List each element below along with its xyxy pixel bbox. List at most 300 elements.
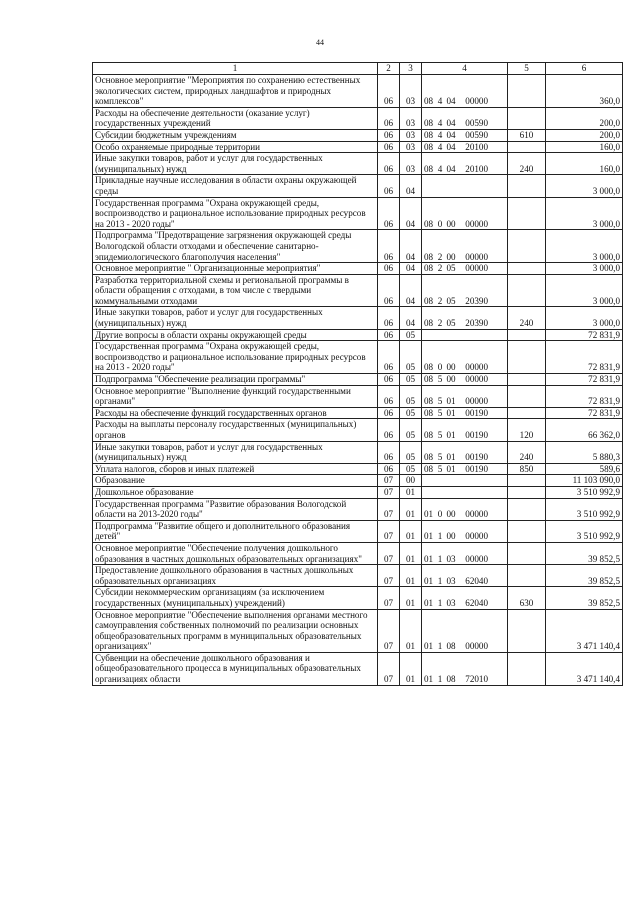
target-article-part: 5 xyxy=(437,407,443,418)
row-target-article xyxy=(422,307,508,329)
target-article-part: 20100 xyxy=(465,163,488,174)
row-expense-type: 240 xyxy=(508,441,546,463)
target-article-part: 5 xyxy=(437,396,443,407)
row-amount: 3 510 992,9 xyxy=(546,486,623,498)
row-amount: 72 831,9 xyxy=(546,407,623,419)
row-name: Основное мероприятие "Мероприятия по сохранению естественных экологических систем, природных ландшафтов и природных комплексов" xyxy=(93,75,378,108)
row-subsection-code: 04 xyxy=(400,197,422,230)
row-section-code: 07 xyxy=(378,652,400,685)
row-expense-type xyxy=(508,263,546,275)
row-expense-type xyxy=(508,75,546,108)
target-article-part: 08 xyxy=(424,251,434,262)
row-expense-type xyxy=(508,475,546,487)
target-article-part: 08 xyxy=(446,674,456,685)
target-article-part: 00000 xyxy=(465,641,488,652)
column-header: 1 xyxy=(93,63,378,75)
target-article-part: 00000 xyxy=(465,362,488,373)
row-expense-type xyxy=(508,542,546,564)
row-expense-type: 240 xyxy=(508,307,546,329)
row-expense-type xyxy=(508,486,546,498)
row-amount: 200,0 xyxy=(546,107,623,129)
target-article-part: 04 xyxy=(446,118,456,129)
row-amount: 3 000,0 xyxy=(546,230,623,263)
row-target-article xyxy=(422,329,508,341)
target-article-part: 08 xyxy=(424,141,434,152)
target-article-part: 2 xyxy=(437,295,443,306)
row-target-article xyxy=(422,374,508,386)
row-expense-type xyxy=(508,385,546,407)
target-article-part: 5 xyxy=(437,452,443,463)
table-row xyxy=(93,263,623,275)
table-row xyxy=(93,475,623,487)
table-row xyxy=(93,197,623,230)
target-article-part: 00590 xyxy=(465,118,488,129)
row-amount: 3 000,0 xyxy=(546,307,623,329)
row-subsection-code: 05 xyxy=(400,441,422,463)
row-target-article xyxy=(422,141,508,153)
row-subsection-code: 03 xyxy=(400,141,422,153)
target-article-part: 00000 xyxy=(465,218,488,229)
target-article-part: 5 xyxy=(437,463,443,474)
row-name: Основное мероприятие "Выполнение функций государственными органами" xyxy=(93,385,378,407)
row-subsection-code: 05 xyxy=(400,407,422,419)
row-amount: 11 103 090,0 xyxy=(546,475,623,487)
column-header: 5 xyxy=(508,63,546,75)
target-article-part: 2 xyxy=(437,318,443,329)
target-article-part: 1 xyxy=(437,531,443,542)
row-expense-type xyxy=(508,520,546,542)
row-name: Другие вопросы в области охраны окружающей среды xyxy=(93,329,378,341)
row-name: Расходы на выплаты персоналу государственных (муниципальных) органов xyxy=(93,419,378,441)
row-section-code: 07 xyxy=(378,475,400,487)
row-target-article xyxy=(422,498,508,520)
target-article-part: 00 xyxy=(446,218,456,229)
row-expense-type xyxy=(508,197,546,230)
table-row xyxy=(93,153,623,175)
row-section-code: 06 xyxy=(378,374,400,386)
row-expense-type xyxy=(508,329,546,341)
target-article-part: 08 xyxy=(424,374,434,385)
row-section-code: 06 xyxy=(378,197,400,230)
target-article-part: 08 xyxy=(424,163,434,174)
row-name: Государственная программа "Охрана окружающей среды, воспроизводство и рациональное использование природных ресурсов на 2013 - 2020 годы" xyxy=(93,197,378,230)
column-header: 3 xyxy=(400,63,422,75)
row-subsection-code: 03 xyxy=(400,75,422,108)
table-row xyxy=(93,141,623,153)
row-name: Субсидии бюджетным учреждениям xyxy=(93,129,378,141)
page-number: 44 xyxy=(316,38,324,47)
row-subsection-code: 05 xyxy=(400,463,422,475)
table-row xyxy=(93,609,623,652)
column-header: 4 xyxy=(422,63,508,75)
row-section-code: 06 xyxy=(378,75,400,108)
target-article-part: 08 xyxy=(424,318,434,329)
target-article-part: 05 xyxy=(446,295,456,306)
target-article-part: 4 xyxy=(437,129,443,140)
target-article-part: 01 xyxy=(446,452,456,463)
row-subsection-code: 03 xyxy=(400,107,422,129)
row-section-code: 07 xyxy=(378,609,400,652)
target-article-part: 08 xyxy=(424,295,434,306)
row-amount: 3 000,0 xyxy=(546,197,623,230)
row-section-code: 06 xyxy=(378,307,400,329)
row-expense-type: 850 xyxy=(508,463,546,475)
row-amount: 3 510 992,9 xyxy=(546,520,623,542)
row-amount: 200,0 xyxy=(546,129,623,141)
row-amount: 589,6 xyxy=(546,463,623,475)
row-amount: 39 852,5 xyxy=(546,587,623,609)
row-section-code: 06 xyxy=(378,129,400,141)
row-subsection-code: 00 xyxy=(400,475,422,487)
row-target-article xyxy=(422,385,508,407)
row-subsection-code: 01 xyxy=(400,587,422,609)
row-section-code: 06 xyxy=(378,141,400,153)
target-article-part: 08 xyxy=(424,362,434,373)
target-article-part: 2 xyxy=(437,263,443,274)
row-amount: 39 852,5 xyxy=(546,565,623,587)
row-target-article xyxy=(422,486,508,498)
table-row xyxy=(93,385,623,407)
row-section-code: 06 xyxy=(378,263,400,275)
target-article-part: 00000 xyxy=(465,251,488,262)
target-article-part: 2 xyxy=(437,251,443,262)
target-article-part: 00190 xyxy=(465,407,488,418)
row-subsection-code: 04 xyxy=(400,263,422,275)
row-amount: 3 000,0 xyxy=(546,175,623,197)
target-article-part: 1 xyxy=(437,553,443,564)
column-header: 6 xyxy=(546,63,623,75)
table-row xyxy=(93,75,623,108)
table-row xyxy=(93,441,623,463)
target-article-part: 4 xyxy=(437,118,443,129)
target-article-part: 04 xyxy=(446,163,456,174)
table-row xyxy=(93,565,623,587)
target-article-part: 01 xyxy=(446,407,456,418)
table-row xyxy=(93,307,623,329)
target-article-part: 20390 xyxy=(465,295,488,306)
row-target-article xyxy=(422,520,508,542)
row-subsection-code: 05 xyxy=(400,341,422,374)
target-article-part: 08 xyxy=(446,641,456,652)
target-article-part: 00000 xyxy=(465,396,488,407)
row-expense-type xyxy=(508,652,546,685)
row-section-code: 06 xyxy=(378,230,400,263)
row-subsection-code: 04 xyxy=(400,230,422,263)
table-row xyxy=(93,107,623,129)
target-article-part: 00000 xyxy=(465,553,488,564)
row-expense-type xyxy=(508,141,546,153)
row-expense-type xyxy=(508,274,546,307)
row-target-article xyxy=(422,475,508,487)
budget-table xyxy=(92,62,623,686)
row-subsection-code: 01 xyxy=(400,520,422,542)
target-article-part: 0 xyxy=(437,362,443,373)
target-article-part: 00 xyxy=(446,374,456,385)
table-row xyxy=(93,463,623,475)
row-target-article xyxy=(422,230,508,263)
row-name: Предоставление дошкольного образования в частных дошкольных образовательных организациях xyxy=(93,565,378,587)
row-section-code: 07 xyxy=(378,565,400,587)
target-article-part: 01 xyxy=(424,575,434,586)
row-name: Субвенции на обеспечение дошкольного образования и общеобразовательного процесса в муниципальных образовательных организациях области xyxy=(93,652,378,685)
row-target-article xyxy=(422,542,508,564)
row-subsection-code: 01 xyxy=(400,565,422,587)
row-expense-type: 240 xyxy=(508,153,546,175)
table-row xyxy=(93,329,623,341)
row-name: Основное мероприятие "Обеспечение получения дошкольного образования в частных дошкольных образовательных организациях" xyxy=(93,542,378,564)
target-article-part: 05 xyxy=(446,318,456,329)
row-subsection-code: 05 xyxy=(400,385,422,407)
row-target-article xyxy=(422,263,508,275)
row-expense-type: 630 xyxy=(508,587,546,609)
target-article-part: 4 xyxy=(437,96,443,107)
row-expense-type xyxy=(508,609,546,652)
target-article-part: 08 xyxy=(424,118,434,129)
row-name: Государственная программа "Развитие образования Вологодской области на 2013-2020 годы" xyxy=(93,498,378,520)
row-amount: 72 831,9 xyxy=(546,329,623,341)
row-section-code: 07 xyxy=(378,498,400,520)
row-expense-type xyxy=(508,407,546,419)
target-article-part: 00 xyxy=(446,251,456,262)
row-amount: 360,0 xyxy=(546,75,623,108)
row-subsection-code: 03 xyxy=(400,153,422,175)
table-row xyxy=(93,520,623,542)
table-row xyxy=(93,587,623,609)
row-subsection-code: 04 xyxy=(400,175,422,197)
row-section-code: 06 xyxy=(378,441,400,463)
row-section-code: 06 xyxy=(378,274,400,307)
row-target-article xyxy=(422,274,508,307)
target-article-part: 4 xyxy=(437,163,443,174)
row-name: Основное мероприятие "Обеспечение выполнения органами местного самоуправления собственных полномочий по реализации основных общеобразовательных программ в муниципальных образовательных организациях" xyxy=(93,609,378,652)
row-subsection-code: 01 xyxy=(400,652,422,685)
target-article-part: 62040 xyxy=(465,575,488,586)
row-name: Расходы на обеспечение деятельности (оказание услуг) государственных учреждений xyxy=(93,107,378,129)
target-article-part: 04 xyxy=(446,129,456,140)
target-article-part: 00000 xyxy=(465,96,488,107)
table-row xyxy=(93,542,623,564)
row-name: Особо охраняемые природные территории xyxy=(93,141,378,153)
row-section-code: 07 xyxy=(378,587,400,609)
row-target-article xyxy=(422,652,508,685)
row-section-code: 06 xyxy=(378,329,400,341)
table-row xyxy=(93,486,623,498)
row-section-code: 06 xyxy=(378,341,400,374)
target-article-part: 08 xyxy=(424,407,434,418)
target-article-part: 62040 xyxy=(465,597,488,608)
row-target-article xyxy=(422,153,508,175)
row-name: Подпрограмма "Обеспечение реализации программы" xyxy=(93,374,378,386)
row-target-article xyxy=(422,463,508,475)
table-row xyxy=(93,129,623,141)
row-target-article xyxy=(422,75,508,108)
target-article-part: 08 xyxy=(424,463,434,474)
target-article-part: 04 xyxy=(446,141,456,152)
target-article-part: 1 xyxy=(437,674,443,685)
row-expense-type xyxy=(508,374,546,386)
row-name: Государственная программа "Охрана окружающей среды, воспроизводство и рациональное использование природных ресурсов на 2013 - 2020 годы" xyxy=(93,341,378,374)
target-article-part: 03 xyxy=(446,553,456,564)
row-target-article xyxy=(422,129,508,141)
target-article-part: 00000 xyxy=(465,263,488,274)
target-article-part: 00190 xyxy=(465,430,488,440)
row-subsection-code: 03 xyxy=(400,129,422,141)
target-article-part: 01 xyxy=(424,597,434,608)
target-article-part: 00000 xyxy=(465,509,488,520)
table-row xyxy=(93,274,623,307)
target-article-part: 00 xyxy=(446,509,456,520)
row-section-code: 06 xyxy=(378,385,400,407)
target-article-part: 00 xyxy=(446,531,456,542)
row-target-article xyxy=(422,587,508,609)
row-section-code: 06 xyxy=(378,407,400,419)
table-row xyxy=(93,419,623,441)
target-article-part: 00190 xyxy=(465,452,488,463)
row-subsection-code: 05 xyxy=(400,419,422,441)
row-name: Дошкольное образование xyxy=(93,486,378,498)
target-article-part: 08 xyxy=(424,129,434,140)
column-header: 2 xyxy=(378,63,400,75)
row-name: Разработка территориальной схемы и регионaльной программы в области обращения с отходами, в том числе с твердыми коммунальными отходами xyxy=(93,274,378,307)
row-amount: 72 831,9 xyxy=(546,385,623,407)
row-name: Подпрограмма "Развитие общего и дополнительного образования детей" xyxy=(93,520,378,542)
row-subsection-code: 05 xyxy=(400,374,422,386)
row-amount: 3 000,0 xyxy=(546,274,623,307)
row-amount: 3 471 140,4 xyxy=(546,652,623,685)
row-name: Иные закупки товаров, работ и услуг для государственных (муниципальных) нужд xyxy=(93,441,378,463)
row-target-article xyxy=(422,107,508,129)
row-name: Подпрограмма "Предотвращение загрязнения окружающей среды Вологодской области отходами и обеспечение санитарно-эпидемиологического благополучия населения" xyxy=(93,230,378,263)
table-row xyxy=(93,374,623,386)
table-row xyxy=(93,230,623,263)
row-expense-type: 120 xyxy=(508,419,546,441)
row-expense-type: 610 xyxy=(508,129,546,141)
target-article-part: 0 xyxy=(437,509,443,520)
row-subsection-code: 05 xyxy=(400,329,422,341)
row-amount: 66 362,0 xyxy=(546,419,623,441)
row-target-article xyxy=(422,341,508,374)
target-article-part: 00 xyxy=(446,362,456,373)
row-amount: 39 852,5 xyxy=(546,542,623,564)
row-section-code: 07 xyxy=(378,542,400,564)
row-amount: 3 000,0 xyxy=(546,263,623,275)
row-target-article xyxy=(422,175,508,197)
target-article-part: 05 xyxy=(446,263,456,274)
target-article-part: 0 xyxy=(437,218,443,229)
target-article-part: 01 xyxy=(446,430,456,440)
row-target-article xyxy=(422,197,508,230)
target-article-part: 08 xyxy=(424,430,434,440)
row-target-article xyxy=(422,441,508,463)
row-expense-type xyxy=(508,498,546,520)
target-article-part: 20100 xyxy=(465,141,488,152)
row-amount: 3 471 140,4 xyxy=(546,609,623,652)
row-subsection-code: 01 xyxy=(400,609,422,652)
target-article-part: 01 xyxy=(424,641,434,652)
row-expense-type xyxy=(508,565,546,587)
row-expense-type xyxy=(508,230,546,263)
row-amount: 72 831,9 xyxy=(546,341,623,374)
table-row xyxy=(93,652,623,685)
target-article-part: 08 xyxy=(424,263,434,274)
target-article-part: 72010 xyxy=(465,674,488,685)
row-section-code: 07 xyxy=(378,520,400,542)
target-article-part: 20390 xyxy=(465,318,488,329)
row-name: Субсидии некоммерческим организациям (за исключением государственных (муниципальных) учреждений) xyxy=(93,587,378,609)
row-name: Основное мероприятие " Организационные мероприятия" xyxy=(93,263,378,275)
target-article-part: 00590 xyxy=(465,129,488,140)
row-name: Прикладные научные исследования в области охраны окружающей среды xyxy=(93,175,378,197)
target-article-part: 00190 xyxy=(465,463,488,474)
row-section-code: 06 xyxy=(378,419,400,441)
table-row xyxy=(93,407,623,419)
target-article-part: 01 xyxy=(424,531,434,542)
target-article-part: 5 xyxy=(437,374,443,385)
row-target-article xyxy=(422,407,508,419)
row-subsection-code: 04 xyxy=(400,307,422,329)
row-expense-type xyxy=(508,107,546,129)
row-amount: 160,0 xyxy=(546,141,623,153)
row-amount: 160,0 xyxy=(546,153,623,175)
target-article-part: 00000 xyxy=(465,531,488,542)
target-article-part: 08 xyxy=(424,218,434,229)
row-amount: 72 831,9 xyxy=(546,374,623,386)
target-article-part: 03 xyxy=(446,575,456,586)
row-subsection-code: 01 xyxy=(400,542,422,564)
target-article-part: 5 xyxy=(437,430,443,440)
target-article-part: 1 xyxy=(437,597,443,608)
target-article-part: 04 xyxy=(446,96,456,107)
target-article-part: 01 xyxy=(424,509,434,520)
row-name: Уплата налогов, сборов и иных платежей xyxy=(93,463,378,475)
target-article-part: 08 xyxy=(424,452,434,463)
target-article-part: 4 xyxy=(437,141,443,152)
target-article-part: 08 xyxy=(424,396,434,407)
target-article-part: 01 xyxy=(424,674,434,685)
table-row xyxy=(93,175,623,197)
row-amount: 5 880,3 xyxy=(546,441,623,463)
row-expense-type xyxy=(508,341,546,374)
target-article-part: 08 xyxy=(424,96,434,107)
table-row xyxy=(93,498,623,520)
table-row xyxy=(93,341,623,374)
row-target-article xyxy=(422,565,508,587)
row-section-code: 06 xyxy=(378,107,400,129)
table-header-row xyxy=(93,63,623,75)
row-name: Расходы на обеспечение функций государственных органов xyxy=(93,407,378,419)
row-section-code: 07 xyxy=(378,486,400,498)
row-target-article xyxy=(422,419,508,441)
target-article-part: 01 xyxy=(446,463,456,474)
row-name: Иные закупки товаров, работ и услуг для государственных (муниципальных) нужд xyxy=(93,307,378,329)
row-subsection-code: 01 xyxy=(400,486,422,498)
row-section-code: 06 xyxy=(378,175,400,197)
row-target-article xyxy=(422,609,508,652)
target-article-part: 1 xyxy=(437,641,443,652)
row-subsection-code: 04 xyxy=(400,274,422,307)
row-section-code: 06 xyxy=(378,153,400,175)
row-name: Образование xyxy=(93,475,378,487)
target-article-part: 1 xyxy=(437,575,443,586)
row-name: Иные закупки товаров, работ и услуг для государственных (муниципальных) нужд xyxy=(93,153,378,175)
row-amount: 3 510 992,9 xyxy=(546,498,623,520)
row-section-code: 06 xyxy=(378,463,400,475)
row-expense-type xyxy=(508,175,546,197)
target-article-part: 01 xyxy=(446,396,456,407)
row-subsection-code: 01 xyxy=(400,498,422,520)
target-article-part: 03 xyxy=(446,597,456,608)
target-article-part: 01 xyxy=(424,553,434,564)
